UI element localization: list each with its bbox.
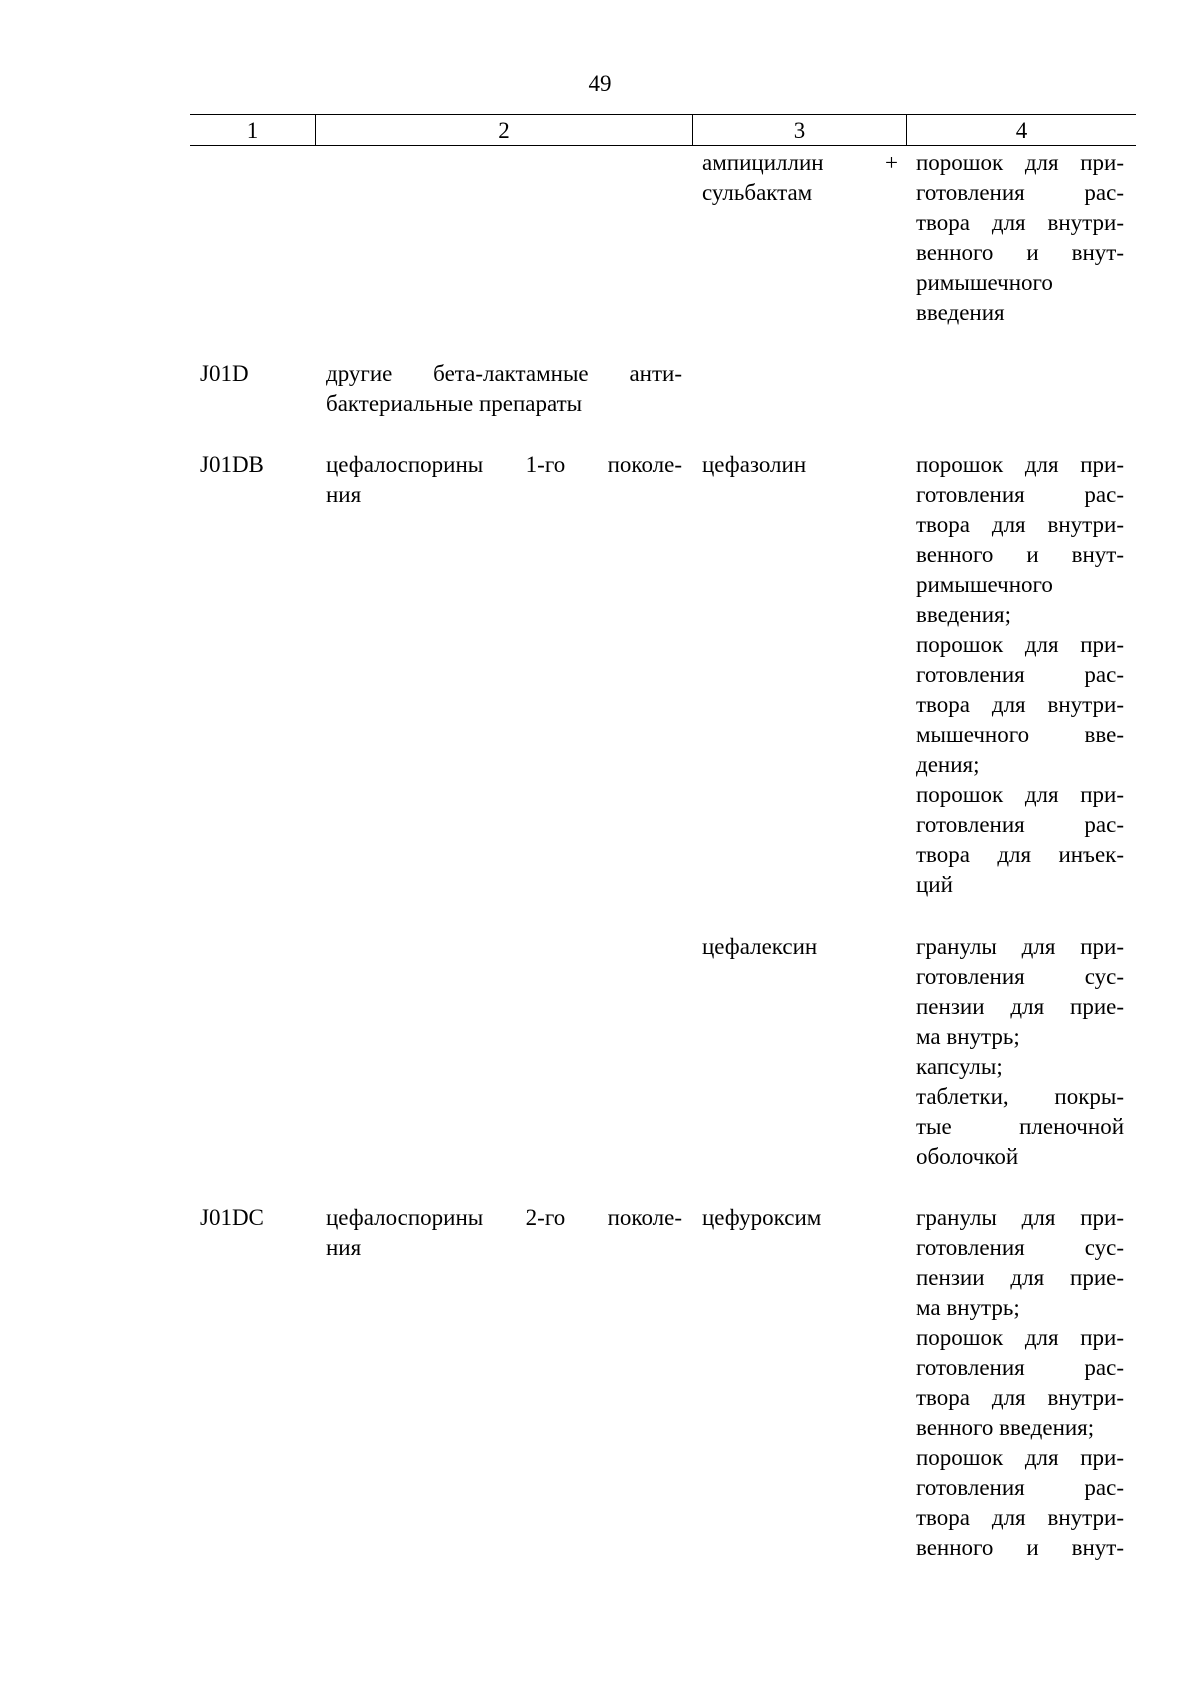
dosage-form-line: гранулы для при- bbox=[916, 1205, 1124, 1230]
drug-name-cell bbox=[702, 148, 898, 208]
page-number: 49 bbox=[588, 71, 612, 96]
dosage-form-line: ма внутрь; bbox=[916, 1024, 1020, 1049]
dosage-form-line: твора для внутри- bbox=[916, 1385, 1124, 1410]
dosage-forms-cell bbox=[916, 932, 1124, 1172]
column-header-2: 2 bbox=[498, 118, 510, 143]
dosage-form-line: римышечного bbox=[916, 270, 1053, 295]
dosage-form-line: готовления рас- bbox=[916, 1355, 1124, 1380]
dosage-form-line: венного и внут- bbox=[916, 542, 1124, 567]
drug-name-cell bbox=[702, 1203, 898, 1233]
dosage-forms-cell bbox=[916, 148, 1124, 328]
dosage-form-line: оболочкой bbox=[916, 1144, 1019, 1169]
dosage-form-line: твора для внутри- bbox=[916, 512, 1124, 537]
dosage-form-line: готовления рас- bbox=[916, 482, 1124, 507]
table-top-rule bbox=[190, 114, 1136, 115]
group-name-line: другие бета-лактамные анти- bbox=[326, 361, 682, 386]
dosage-form-line: твора для внутри- bbox=[916, 692, 1124, 717]
dosage-form-line: твора для внутри- bbox=[916, 210, 1124, 235]
column-header-3: 3 bbox=[793, 118, 806, 143]
drug-name-line bbox=[702, 148, 898, 178]
plus-sign: + bbox=[885, 150, 898, 175]
dosage-form-line: порошок для при- bbox=[916, 1445, 1124, 1470]
dosage-form-line: порошок для при- bbox=[916, 632, 1124, 657]
dosage-form-line: римышечного bbox=[916, 572, 1053, 597]
atc-code: J01DC bbox=[200, 1205, 264, 1230]
dosage-form-line: дения; bbox=[916, 752, 980, 777]
group-name-line: ния bbox=[326, 482, 362, 507]
dosage-form-line: венного и внут- bbox=[916, 1535, 1124, 1560]
group-name-line: цефалоспорины 1-го поколе- bbox=[326, 452, 682, 477]
dosage-form-line: порошок для при- bbox=[916, 150, 1124, 175]
dosage-form-line: порошок для при- bbox=[916, 452, 1124, 477]
dosage-form-line: готовления сус- bbox=[916, 964, 1124, 989]
drug-name-cell bbox=[702, 450, 898, 480]
dosage-form-line: гранулы для при- bbox=[916, 934, 1124, 959]
dosage-form-line: готовления рас- bbox=[916, 662, 1124, 687]
group-name-cell bbox=[326, 359, 682, 419]
dosage-forms-cell bbox=[916, 450, 1124, 900]
dosage-form-line: готовления сус- bbox=[916, 1235, 1124, 1260]
drug-name: цефазолин bbox=[702, 452, 807, 477]
drug-name-line: сульбактам bbox=[702, 180, 813, 205]
dosage-forms-cell bbox=[916, 1203, 1124, 1563]
atc-code: J01DB bbox=[200, 452, 264, 477]
column-header-1: 1 bbox=[246, 118, 259, 143]
drug-name-cell bbox=[702, 932, 898, 962]
drug-name: ампициллин bbox=[702, 150, 824, 175]
dosage-form-line: пензии для прие- bbox=[916, 1265, 1124, 1290]
dosage-form-line: твора для инъек- bbox=[916, 842, 1124, 867]
dosage-form-line: капсулы; bbox=[916, 1054, 1003, 1079]
dosage-form-line: таблетки, покры- bbox=[916, 1084, 1124, 1109]
column-header-4: 4 bbox=[1015, 118, 1028, 143]
dosage-form-line: мышечного вве- bbox=[916, 722, 1124, 747]
dosage-form-line: ма внутрь; bbox=[916, 1295, 1020, 1320]
dosage-form-line: твора для внутри- bbox=[916, 1505, 1124, 1530]
drug-name: цефалексин bbox=[702, 934, 818, 959]
dosage-form-line: венного введения; bbox=[916, 1415, 1095, 1440]
atc-code: J01D bbox=[200, 361, 249, 386]
group-name-line: цефалоспорины 2-го поколе- bbox=[326, 1205, 682, 1230]
drug-name: цефуроксим bbox=[702, 1205, 822, 1230]
dosage-form-line: пензии для прие- bbox=[916, 994, 1124, 1019]
group-name-line: ния bbox=[326, 1235, 362, 1260]
dosage-form-line: тые пленочной bbox=[916, 1114, 1124, 1139]
dosage-form-line: порошок для при- bbox=[916, 782, 1124, 807]
dosage-form-line: готовления рас- bbox=[916, 812, 1124, 837]
dosage-form-line: порошок для при- bbox=[916, 1325, 1124, 1350]
dosage-form-line: готовления рас- bbox=[916, 1475, 1124, 1500]
dosage-form-line: введения bbox=[916, 300, 1005, 325]
dosage-form-line: введения; bbox=[916, 602, 1011, 627]
dosage-form-line: готовления рас- bbox=[916, 180, 1124, 205]
group-name-cell bbox=[326, 1203, 682, 1263]
dosage-form-line: венного и внут- bbox=[916, 240, 1124, 265]
group-name-cell bbox=[326, 450, 682, 510]
group-name-line: бактериальные препараты bbox=[326, 391, 583, 416]
dosage-form-line: ций bbox=[916, 872, 953, 897]
